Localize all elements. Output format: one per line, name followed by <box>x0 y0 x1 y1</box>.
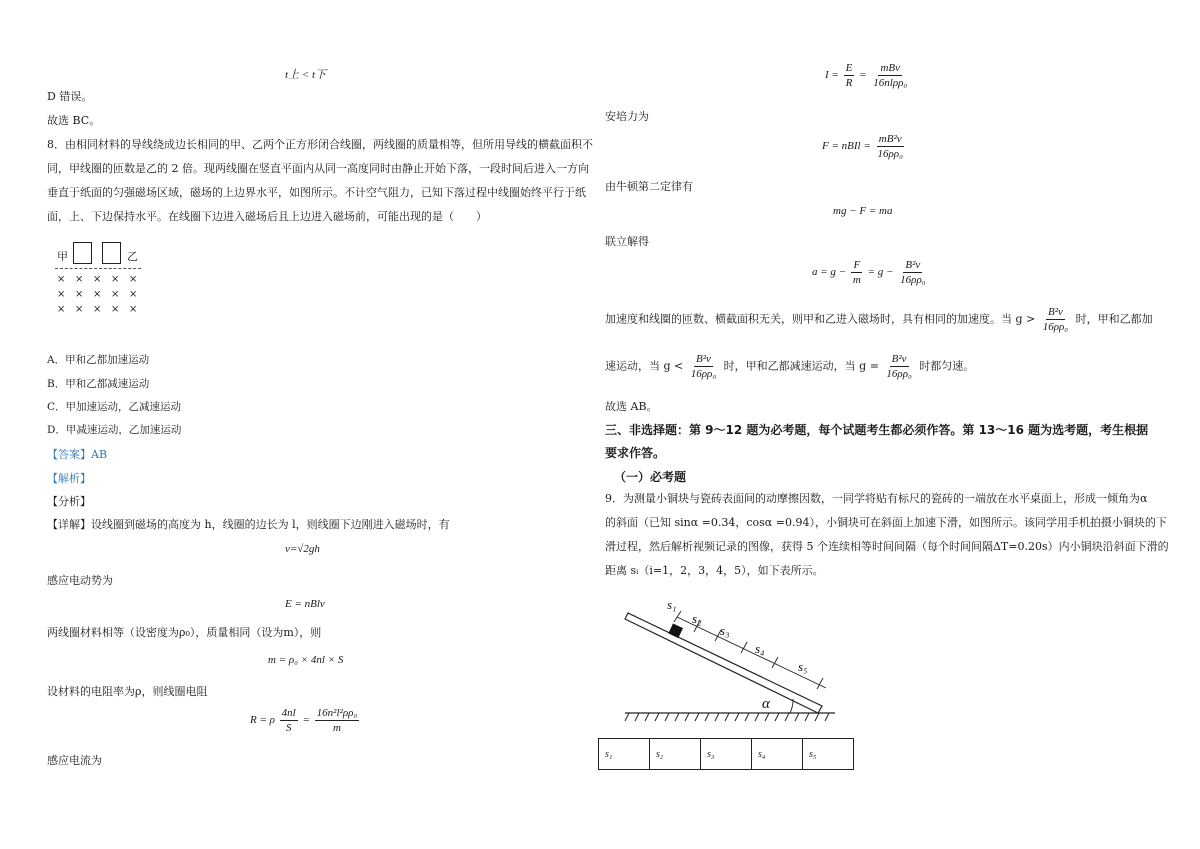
table-cell-s2: s₂ <box>650 739 701 770</box>
option-d: D．甲减速运动，乙加速运动 <box>47 424 182 436</box>
table-cell-s4: s₄ <box>752 739 803 770</box>
question-9-line-1: 9．为测量小铜块与瓷砖表面间的动摩擦因数，一同学将贴有标尺的瓷砖的一端放在水平桌面上，形成一倾角为α <box>605 492 1148 505</box>
analysis-tag: 【解析】 <box>47 472 91 485</box>
label-s5: s₅ <box>798 659 808 674</box>
table-cell-s1: s₁ <box>599 739 650 770</box>
question-8-line-4: 面，上、下边保持水平。在线圈下边进入磁场后且上边进入磁场前，可能出现的是（ ） <box>47 210 487 223</box>
option-a: A．甲和乙都加速运动 <box>47 354 150 366</box>
coil-yi <box>102 242 121 264</box>
question-8-line-2: 同，甲线圈的匝数是乙的 2 倍。现两线圈在竖直平面内从同一高度同时由静止开始下落，一段时间后进入一方向 <box>47 162 589 175</box>
newton-label: 由牛顿第二定律有 <box>605 180 693 193</box>
equation-f: F = nBIl = $\frac{\text{mB²v}}{\text{16ρρ₀}}$ <box>822 133 903 160</box>
field-row: × × × × × <box>57 304 138 315</box>
choose-ab-line: 故选 AB。 <box>605 400 658 413</box>
option-b: B．甲和乙都减速运动 <box>47 378 150 390</box>
emf-label: 感应电动势为 <box>47 574 113 587</box>
acceleration-line-1: 加速度和线圈的匝数、横截面积无关，则甲和乙进入磁场时，具有相同的加速度。当 g > $\frac{\text{B²v}}{\text{16ρρ₀}}$ 时，甲和乙都加 <box>605 306 1153 333</box>
label-s1: s₁ <box>667 597 677 612</box>
equation-m: m = ρ₀ × 4nl × S <box>268 654 344 666</box>
question-8-line-3: 垂直于纸面的匀强磁场区域，磁场的上边界水平，如图所示。不计空气阻力，已知下落过程中线圈始终平行于纸 <box>47 186 586 199</box>
equation-e: E = nBlv <box>285 598 325 610</box>
label-alpha: α <box>762 696 770 712</box>
label-s4: s₄ <box>755 641 765 656</box>
line-d-wrong: D 错误。 <box>47 90 93 103</box>
detail-line: 【详解】设线圈到磁场的高度为 h，线圈的边长为 l，则线圈下边刚进入磁场时，有 <box>47 518 450 531</box>
distance-table <box>598 738 854 770</box>
coil-yi-label: 乙 <box>127 250 138 263</box>
required-section-heading: （一）必考题 <box>614 470 687 484</box>
question-9-line-3: 滑过程，然后解析视频记录的图像，获得 5 个连续相等时间间隔（每个时间间隔ΔT=0.20s）内小铜块沿斜面下滑的 <box>605 540 1169 553</box>
equation-r: R = ρ $\frac{4nl}{S}$ = $\frac{\text{16n²l²ρρ₀}}{m}$ <box>250 707 358 734</box>
solve-label: 联立解得 <box>605 235 649 248</box>
coil-jia <box>73 242 92 264</box>
question-8-line-1: 8．由相同材料的导线绕成边长相同的甲、乙两个正方形闭合线圈，两线圈的质量相等，但所用导线的横截面积不 <box>47 138 593 151</box>
acceleration-line-2: 速运动，当 g < $\frac{\text{B²v}}{\text{16ρρ₀}}$ 时，甲和乙都减速运动，当 g = $\frac{\text{B²v}}{\text{16ρρ₀}}$ 时都匀速。 <box>605 353 975 380</box>
label-s2: s₂ <box>692 611 702 626</box>
question-9-line-4: 距离 sᵢ（i=1，2，3，4，5），如下表所示。 <box>605 564 824 577</box>
resistivity-line: 设材料的电阻率为ρ，则线圈电阻 <box>47 685 208 698</box>
table-cell-s5: s₅ <box>803 739 854 770</box>
incline-figure <box>615 595 840 730</box>
table-row <box>599 739 854 770</box>
coil-jia-label: 甲 <box>57 250 68 263</box>
material-line: 两线圈材料相等（设密度为ρ₀），质量相同（设为m），则 <box>47 626 322 639</box>
table-cell-s3: s₃ <box>701 739 752 770</box>
answer-tag: 【答案】AB <box>47 448 108 461</box>
equation-i: I = $\frac{E}{R}$ = $\frac{\text{mBv}}{\text{16nlρρ₀}}$ <box>825 62 908 89</box>
coil-field-figure <box>55 240 155 320</box>
label-s3: s₃ <box>720 623 730 638</box>
question-9-line-2: 的斜面（已知 sinα =0.34，cosα =0.94），小铜块可在斜面上加速下滑，如图所示。该同学用手机拍摄小铜块的下 <box>605 516 1167 529</box>
field-upper-boundary <box>55 268 141 269</box>
fenxi-tag: 【分析】 <box>47 495 91 508</box>
field-crosses <box>57 272 143 317</box>
equation-v: v=√2gh <box>285 543 320 555</box>
ampere-label: 安培力为 <box>605 110 649 123</box>
field-row: × × × × × <box>57 274 138 285</box>
section-3-line-2: 要求作答。 <box>605 446 666 460</box>
equation-a: a = g − $\frac{F}{m}$ = g − $\frac{\text{B²v}}{\text{16ρρ₀}}$ <box>812 259 926 286</box>
equation-t-compare: t上 < t下 <box>285 69 327 81</box>
field-row: × × × × × <box>57 289 138 300</box>
section-3-line-1: 三、非选择题：第 9～12 题为必考题，每个试题考生都必须作答。第 13～16 题为选考题，考生根据 <box>605 423 1149 437</box>
option-c: C．甲加速运动，乙减速运动 <box>47 401 182 413</box>
equation-newton: mg − F = ma <box>833 205 893 217</box>
ground-hatching <box>625 713 829 721</box>
current-label: 感应电流为 <box>47 754 102 767</box>
line-choose-bc: 故选 BC。 <box>47 114 101 127</box>
angle-arc <box>790 699 793 713</box>
